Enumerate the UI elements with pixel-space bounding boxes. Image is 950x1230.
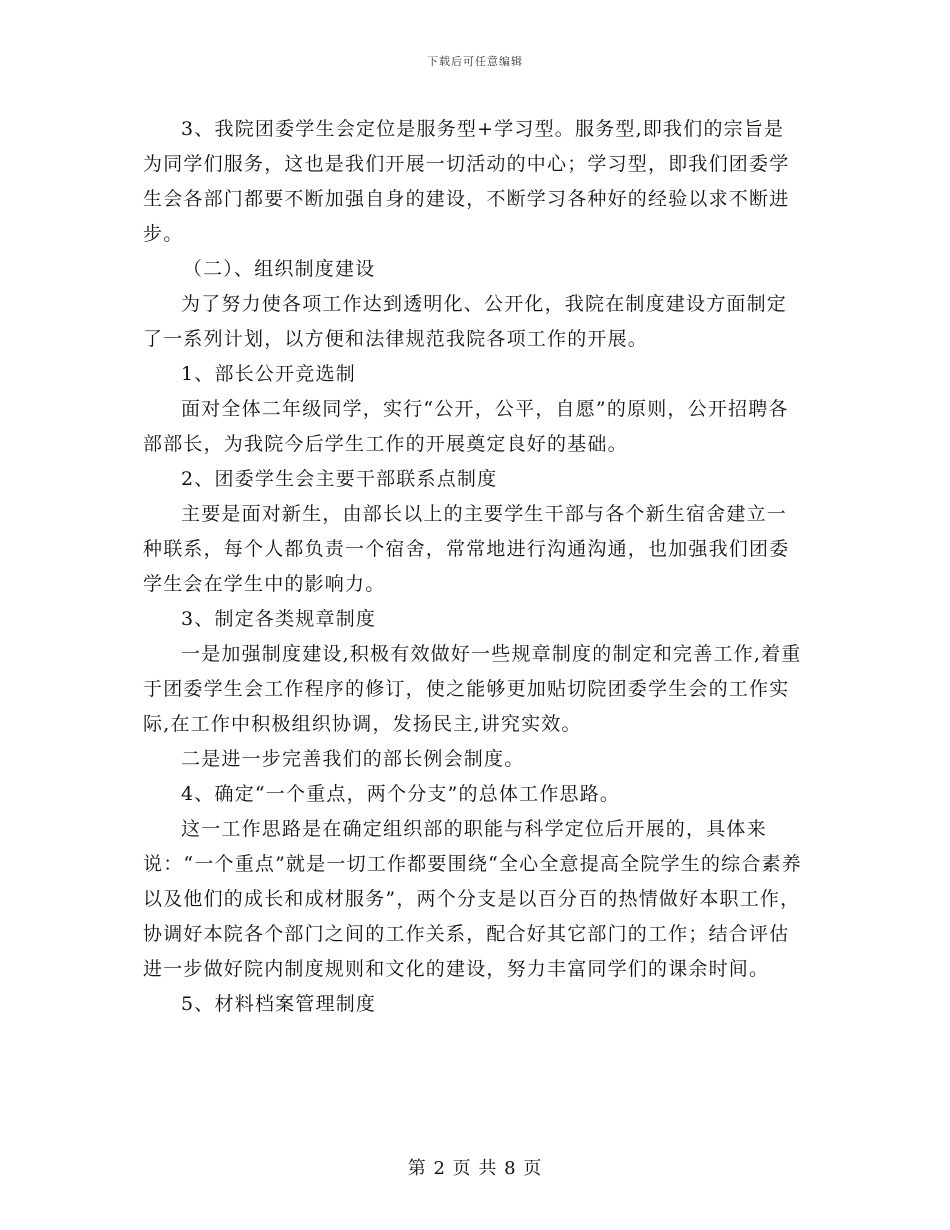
heading-regulations: 3、制定各类规章制度 xyxy=(181,608,377,630)
paragraph-contact-point-system: 主要是面对新生，由部长以上的主要学生干部与各个新生宿舍建立一种联系，每个人都负责一个宿舍，常常地进行沟通沟通，也加强我们团委学生会在学生中的影响力。 xyxy=(143,503,790,595)
heading-work-approach: 4、确定“一个重点，两个分支”的总体工作思路。 xyxy=(181,783,621,805)
paragraph-positioning: 3、我院团委学生会定位是服务型+学习型。服务型,即我们的宗旨是为同学们服务，这也是我们开展一切活动的中心；学习型，即我们团委学生会各部门都要不断加强自身的建设，不断学习各种好的经验以求不断进步。 xyxy=(143,118,790,245)
page-header: 下载后可任意编辑 xyxy=(427,55,523,68)
section-heading-organization-system: （二）、组织制度建设 xyxy=(182,258,376,280)
paragraph-regulations-one: 一是加强制度建设,积极有效做好一些规章制度的制定和完善工作,着重于团委学生会工作程序的修订，使之能够更加贴切院团委学生会的工作实际,在工作中积极组织协调，发扬民主,讲究实效。 xyxy=(143,643,802,735)
paragraph-minister-election: 面对全体二年级同学，实行“公开，公平，自愿”的原则，公开招聘各部部长，为我院今后学生工作的开展奠定良好的基础。 xyxy=(143,398,789,455)
heading-contact-point-system: 2、团委学生会主要干部联系点制度 xyxy=(181,468,498,490)
document-body xyxy=(143,112,803,1022)
paragraph-regulations-two: 二是进一步完善我们的部长例会制度。 xyxy=(181,748,525,770)
heading-minister-election: 1、部长公开竞选制 xyxy=(181,363,356,385)
page-number-footer: 第 2 页 共 8 页 xyxy=(407,1158,543,1179)
paragraph-system-intro: 为了努力使各项工作达到透明化、公开化，我院在制度建设方面制定了一系列计划，以方便和法律规范我院各项工作的开展。 xyxy=(143,293,788,350)
heading-archive-management: 5、材料档案管理制度 xyxy=(181,993,377,1015)
paragraph-work-approach: 这一工作思路是在确定组织部的职能与科学定位后开展的，具体来说：“一个重点”就是一切工作都要围绕“全心全意提高全院学生的综合素养以及他们的成长和成材服务”，两个分支是以百分百的热情做好本职工作，协调好本院各个部门之间的工作关系，配合好其它部门的工作；结合评估进一步做好院内制度规则和文化的建设，努力丰富同学们的课余时间。 xyxy=(143,818,802,980)
